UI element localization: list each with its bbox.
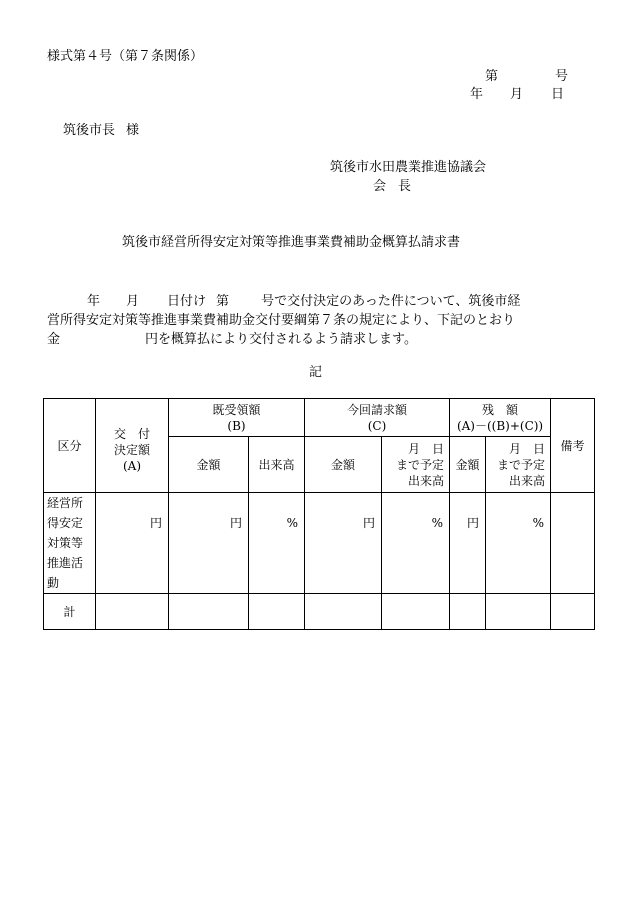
request-body xyxy=(47,292,587,349)
addressee-honorific: 様 xyxy=(126,123,140,138)
sub-r-md1: 月 日 xyxy=(509,441,546,456)
header-received xyxy=(169,399,305,437)
sub-c-md1: 月 日 xyxy=(408,441,445,456)
body-day-dated: 日付け xyxy=(167,294,207,309)
body-dai: 第 xyxy=(216,294,230,309)
sub-c-md2: まで予定 xyxy=(396,457,445,472)
subheader-b-amount: 金額 xyxy=(169,437,249,493)
addressee-name: 筑後市長 xyxy=(63,123,116,138)
document-date-line xyxy=(470,88,564,101)
header-remaining xyxy=(450,399,551,437)
body-line-3-rest: 円を概算払により交付されるよう請求します。 xyxy=(145,332,417,347)
subheader-c-amount: 金額 xyxy=(305,437,382,493)
number-suffix: 号 xyxy=(555,69,569,84)
cell-total xyxy=(249,594,305,630)
cell-b-pct: % xyxy=(249,493,305,594)
header-remarks: 備考 xyxy=(551,399,595,493)
body-line-1-rest: 号で交付決定のあった件について、筑後市経 xyxy=(261,294,521,309)
body-year: 年 xyxy=(87,294,101,309)
row-label-line: 経営所 xyxy=(47,496,84,510)
row-label-line: 動 xyxy=(47,576,60,590)
cell-total xyxy=(551,594,595,630)
header-decision-amount xyxy=(96,399,169,493)
ki-heading: 記 xyxy=(309,365,323,380)
cell-a-yen: 円 xyxy=(96,493,169,594)
body-kin: 金 xyxy=(47,332,61,347)
form-number: 様式第４号（第７条関係） xyxy=(47,49,204,64)
header-kubun: 区分 xyxy=(44,399,96,493)
body-month: 月 xyxy=(126,294,140,309)
header-b-code: (B) xyxy=(227,418,246,433)
cell-total xyxy=(486,594,551,630)
number-prefix: 第 xyxy=(485,69,499,84)
subheader-r-amount: 金額 xyxy=(450,437,486,493)
document-number-line xyxy=(485,70,568,83)
header-c-code: (C) xyxy=(367,418,387,433)
header-c-label: 今回請求額 xyxy=(347,402,408,417)
cell-c-pct: % xyxy=(382,493,450,594)
date-day: 日 xyxy=(551,87,565,102)
sub-c-md3: 出来高 xyxy=(408,473,445,488)
subheader-r-scheduled-progress xyxy=(486,437,551,493)
cell-r-yen: 円 xyxy=(450,493,486,594)
row-label-line: 推進活 xyxy=(47,556,84,570)
row-label-total: 計 xyxy=(44,594,96,630)
cell-total xyxy=(96,594,169,630)
table-row-total xyxy=(44,594,595,630)
cell-total xyxy=(169,594,249,630)
body-line-1 xyxy=(47,292,587,311)
header-r-label: 残 額 xyxy=(482,402,519,417)
cell-r-pct: % xyxy=(486,493,551,594)
cell-b-yen: 円 xyxy=(169,493,249,594)
row-label-line: 得安定 xyxy=(47,516,84,530)
row-label-line: 対策等 xyxy=(47,536,84,550)
date-month: 月 xyxy=(510,87,524,102)
document-title: 筑後市経営所得安定対策等推進事業費補助金概算払請求書 xyxy=(122,235,461,250)
subheader-c-scheduled-progress xyxy=(382,437,450,493)
subheader-b-progress: 出来高 xyxy=(249,437,305,493)
sender-organization: 筑後市水田農業推進協議会 xyxy=(330,160,487,175)
date-year: 年 xyxy=(470,87,484,102)
sender-title: 会長 xyxy=(373,179,424,194)
cell-total xyxy=(382,594,450,630)
header-r-formula: (A)－((B)+(C)) xyxy=(456,418,544,433)
header-b-label: 既受領額 xyxy=(212,402,261,417)
body-line-2: 営所得安定対策等推進事業費補助金交付要綱第７条の規定により、下記のとおり xyxy=(47,313,516,328)
table-row xyxy=(44,493,595,594)
sub-r-md2: まで予定 xyxy=(497,457,546,472)
cell-remarks xyxy=(551,493,595,594)
cell-c-yen: 円 xyxy=(305,493,382,594)
body-line-3 xyxy=(47,330,587,349)
row-label-activity xyxy=(44,493,96,594)
cell-total xyxy=(305,594,382,630)
cell-total xyxy=(450,594,486,630)
header-current-request xyxy=(305,399,450,437)
addressee xyxy=(63,124,139,137)
request-table xyxy=(43,398,595,630)
sub-r-md3: 出来高 xyxy=(509,473,546,488)
header-a-line2: 決定額 xyxy=(113,442,150,457)
header-a-line3: (A) xyxy=(122,458,142,473)
header-a-line1: 交 付 xyxy=(113,426,150,441)
